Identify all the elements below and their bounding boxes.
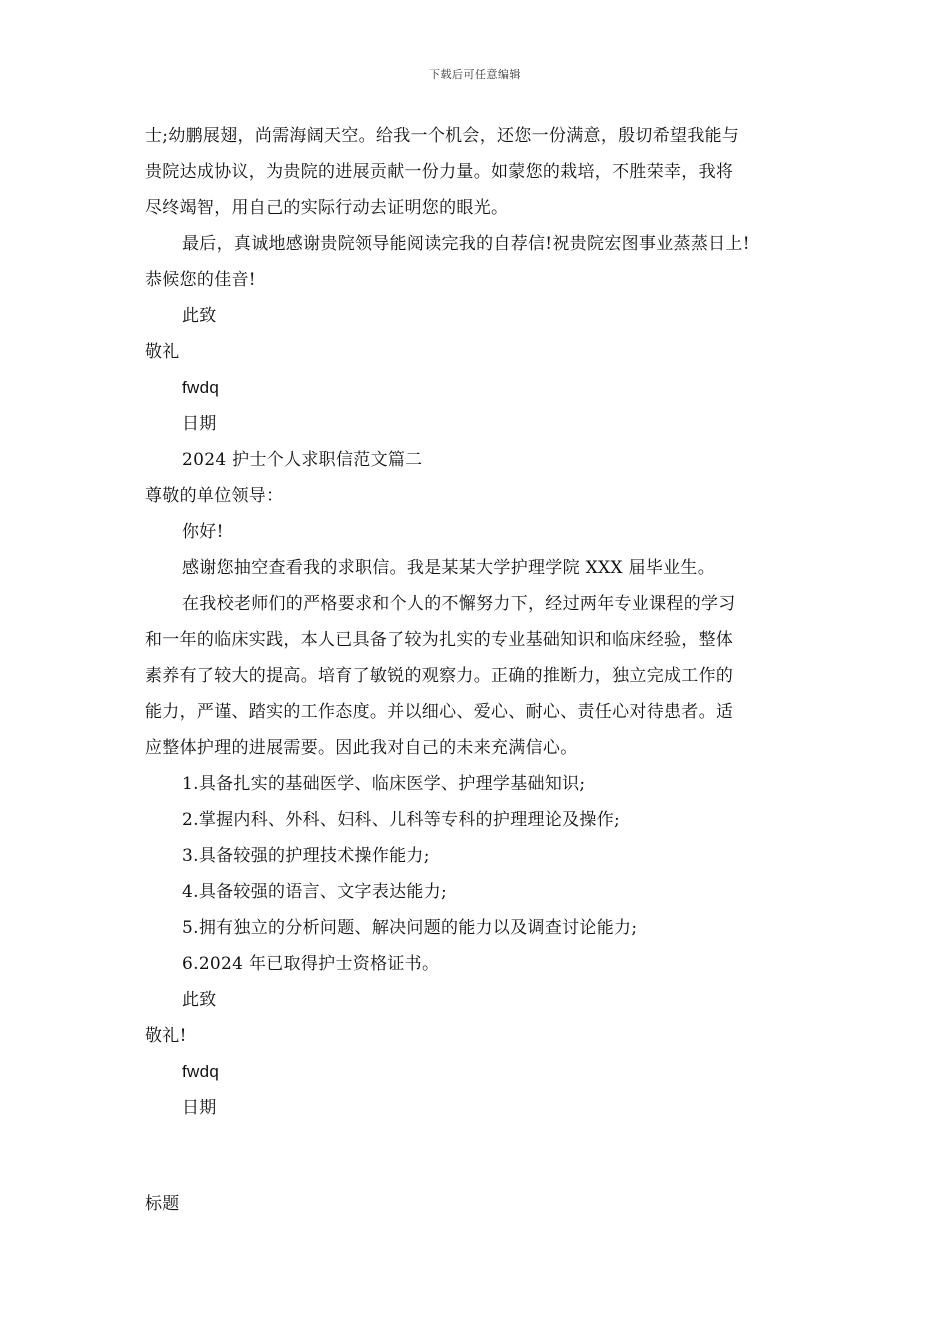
section-heading: 2024 护士个人求职信范文篇二 xyxy=(182,450,423,470)
paragraph-line: 恭候您的佳音! xyxy=(145,270,256,290)
paragraph-line: 应整体护理的进展需要。因此我对自己的未来充满信心。 xyxy=(145,738,578,758)
signature: fwdq xyxy=(182,378,220,397)
paragraph-line: 士;幼鹏展翅，尚需海阔天空。给我一个机会，还您一份满意，殷切希望我能与 xyxy=(145,126,740,146)
paragraph-line: 贵院达成协议，为贵院的进展贡献一份力量。如蒙您的栽培，不胜荣幸，我将 xyxy=(145,162,734,182)
date-label: 日期 xyxy=(182,414,217,434)
paragraph-line: 能力，严谨、踏实的工作态度。并以细心、爱心、耐心、责任心对待患者。适 xyxy=(145,702,734,722)
list-item: 2.掌握内科、外科、妇科、儿科等专科的护理理论及操作; xyxy=(182,810,621,830)
list-item: 4.具备较强的语言、文字表达能力; xyxy=(182,882,448,902)
paragraph-line: 素养有了较大的提高。培育了敏锐的观察力。正确的推断力，独立完成工作的 xyxy=(145,666,734,686)
list-item: 3.具备较强的护理技术操作能力; xyxy=(182,846,430,866)
closing-regards: 敬礼 xyxy=(145,342,180,362)
closing-salutation: 此致 xyxy=(182,306,217,326)
closing-regards: 敬礼! xyxy=(145,1026,187,1046)
paragraph-line: 尽终竭智，用自己的实际行动去证明您的眼光。 xyxy=(145,198,509,218)
closing-salutation: 此致 xyxy=(182,990,217,1010)
paragraph-line: 最后，真诚地感谢贵院领导能阅读完我的自荐信!祝贵院宏图事业蒸蒸日上! xyxy=(182,234,750,254)
footer-title: 标题 xyxy=(145,1194,180,1214)
document-body xyxy=(145,118,810,1126)
paragraph-line: 在我校老师们的严格要求和个人的不懈努力下，经过两年专业课程的学习 xyxy=(182,594,736,614)
date-label: 日期 xyxy=(182,1098,217,1118)
letter-greeting: 尊敬的单位领导： xyxy=(145,486,284,506)
paragraph-line: 感谢您抽空查看我的求职信。我是某某大学护理学院 XXX 届毕业生。 xyxy=(182,558,716,578)
list-item: 5.拥有独立的分析问题、解决问题的能力以及调查讨论能力; xyxy=(182,918,638,938)
signature: fwdq xyxy=(182,1062,220,1081)
letter-hello: 你好! xyxy=(182,522,224,542)
page-header: 下载后可任意编辑 xyxy=(429,68,521,81)
paragraph-line: 和一年的临床实践，本人已具备了较为扎实的专业基础知识和临床经验，整体 xyxy=(145,630,734,650)
list-item: 1.具备扎实的基础医学、临床医学、护理学基础知识; xyxy=(182,774,586,794)
list-item: 6.2024 年已取得护士资格证书。 xyxy=(182,954,440,974)
